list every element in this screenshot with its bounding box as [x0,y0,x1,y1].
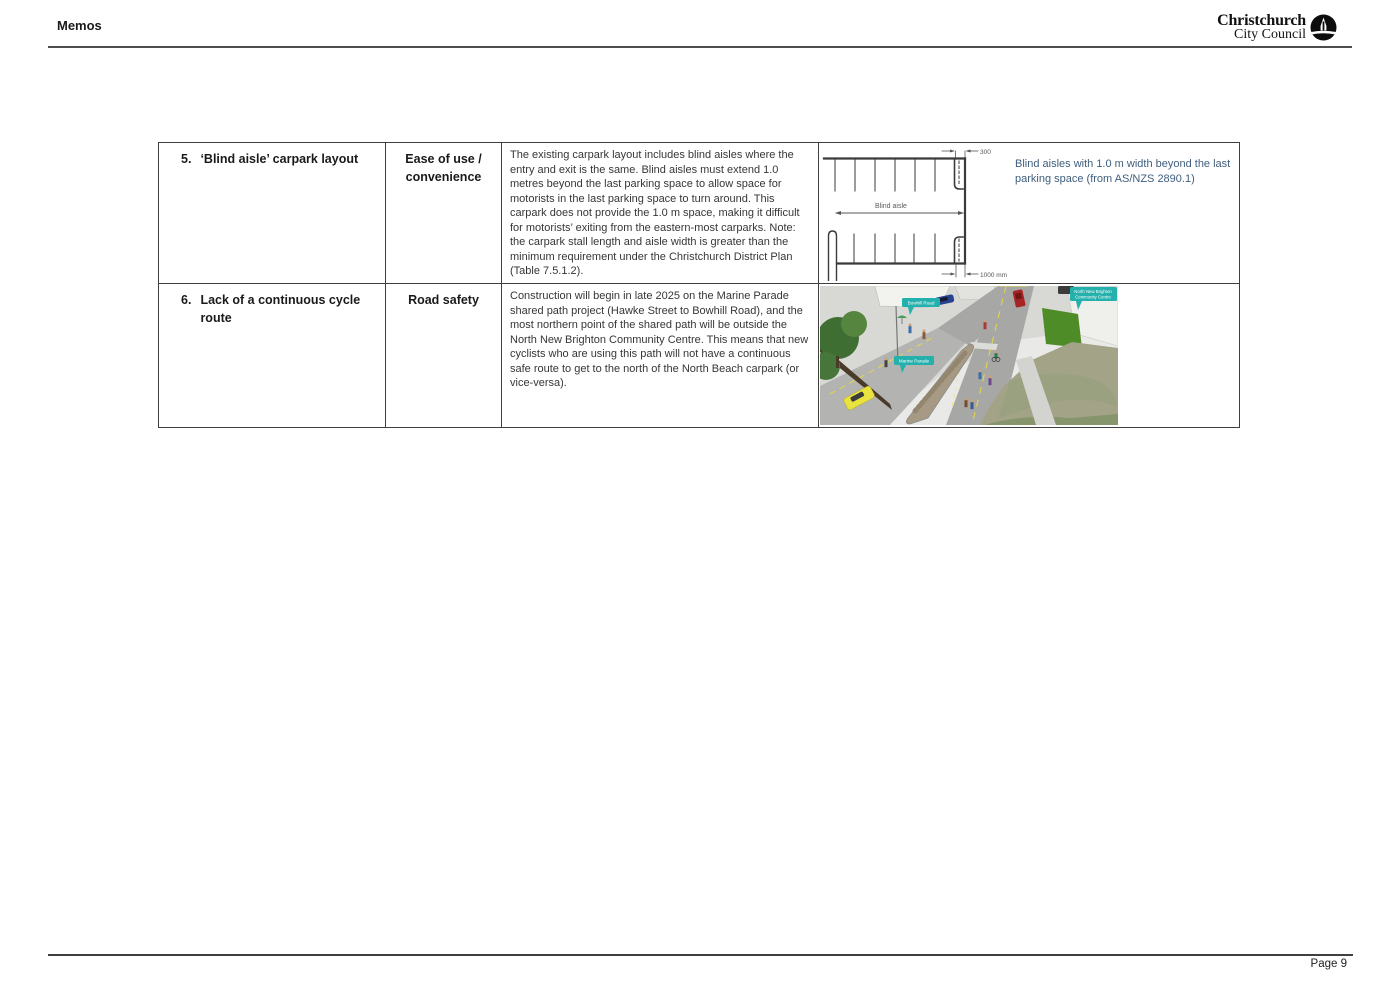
table-row-6-issue [159,284,386,427]
carpark-diagram [822,146,1010,281]
council-logo-text [1217,13,1306,41]
page-title: Memos [57,18,102,33]
issue-number: 5. [181,152,192,166]
table-row-6-figure [819,284,1239,427]
hedge [1042,308,1082,348]
council-logo [1217,13,1337,41]
diagram-caption: Blind aisles with 1.0 m width beyond the last parking space (from AS/NZS 2890.1) [1015,158,1231,185]
table-row-6-description: Construction will begin in late 2025 on the Marine Parade shared path project (Hawke Street to Bowhill Road), and the most northern point of the shared path will be outside the North New Brighton Community Centre. This means that new cyclists who are using this path will not have a continuous safe route to get to the north of the North Beach carpark (or vice-versa). [502,284,819,427]
table-row-5-issue [159,143,386,284]
dim-bottom-label: 1000 mm [980,272,1008,279]
svg-text:North New Brighton: North New Brighton [1074,289,1112,294]
council-crest-icon [1310,14,1337,41]
dimension-bottom [942,264,978,277]
issue-title: Lack of a continuous cycle route [200,293,361,325]
dim-top-label: 300 [980,149,991,156]
svg-text:Community Centre: Community Centre [1075,294,1111,300]
blind-aisle-arrow [835,211,964,215]
footer-divider [48,954,1353,956]
table-row-5-description: The existing carpark layout includes blind aisles where the entry and exit is the same. Blind aisles must extend 1.0 metres beyond the last parking space to allow space for motorists in the last parking space to turn around. This carpark does not provide the 1.0 m space, making it difficult for motorists’ exiting from the eastern-most carparks. Note: the carpark stall length and aisle width is greater than the minimum requirement under the Christchurch District Plan (Table 7.5.1.2). [502,143,819,284]
header-divider [48,46,1352,48]
issue-title: ‘Blind aisle’ carpark layout [200,152,359,166]
street-render-image [820,286,1118,425]
issue-number: 6. [181,293,192,307]
table-row-5-figure [819,143,1239,284]
kerb-island [829,231,837,281]
table-row-6-category: Road safety [386,284,502,427]
svg-text:Marine Parade: Marine Parade [898,358,930,364]
council-name-line2: City Council [1234,27,1306,42]
parking-row-bottom [829,231,966,281]
blind-aisle-label: Blind aisle [875,203,907,210]
svg-text:Bowhill Road: Bowhill Road [907,300,935,306]
page-number: Page 9 [1310,958,1347,970]
issues-table [158,142,1240,428]
table-row-5-category: Ease of use / convenience [386,143,502,284]
council-name-line1: Christchurch [1217,12,1306,29]
